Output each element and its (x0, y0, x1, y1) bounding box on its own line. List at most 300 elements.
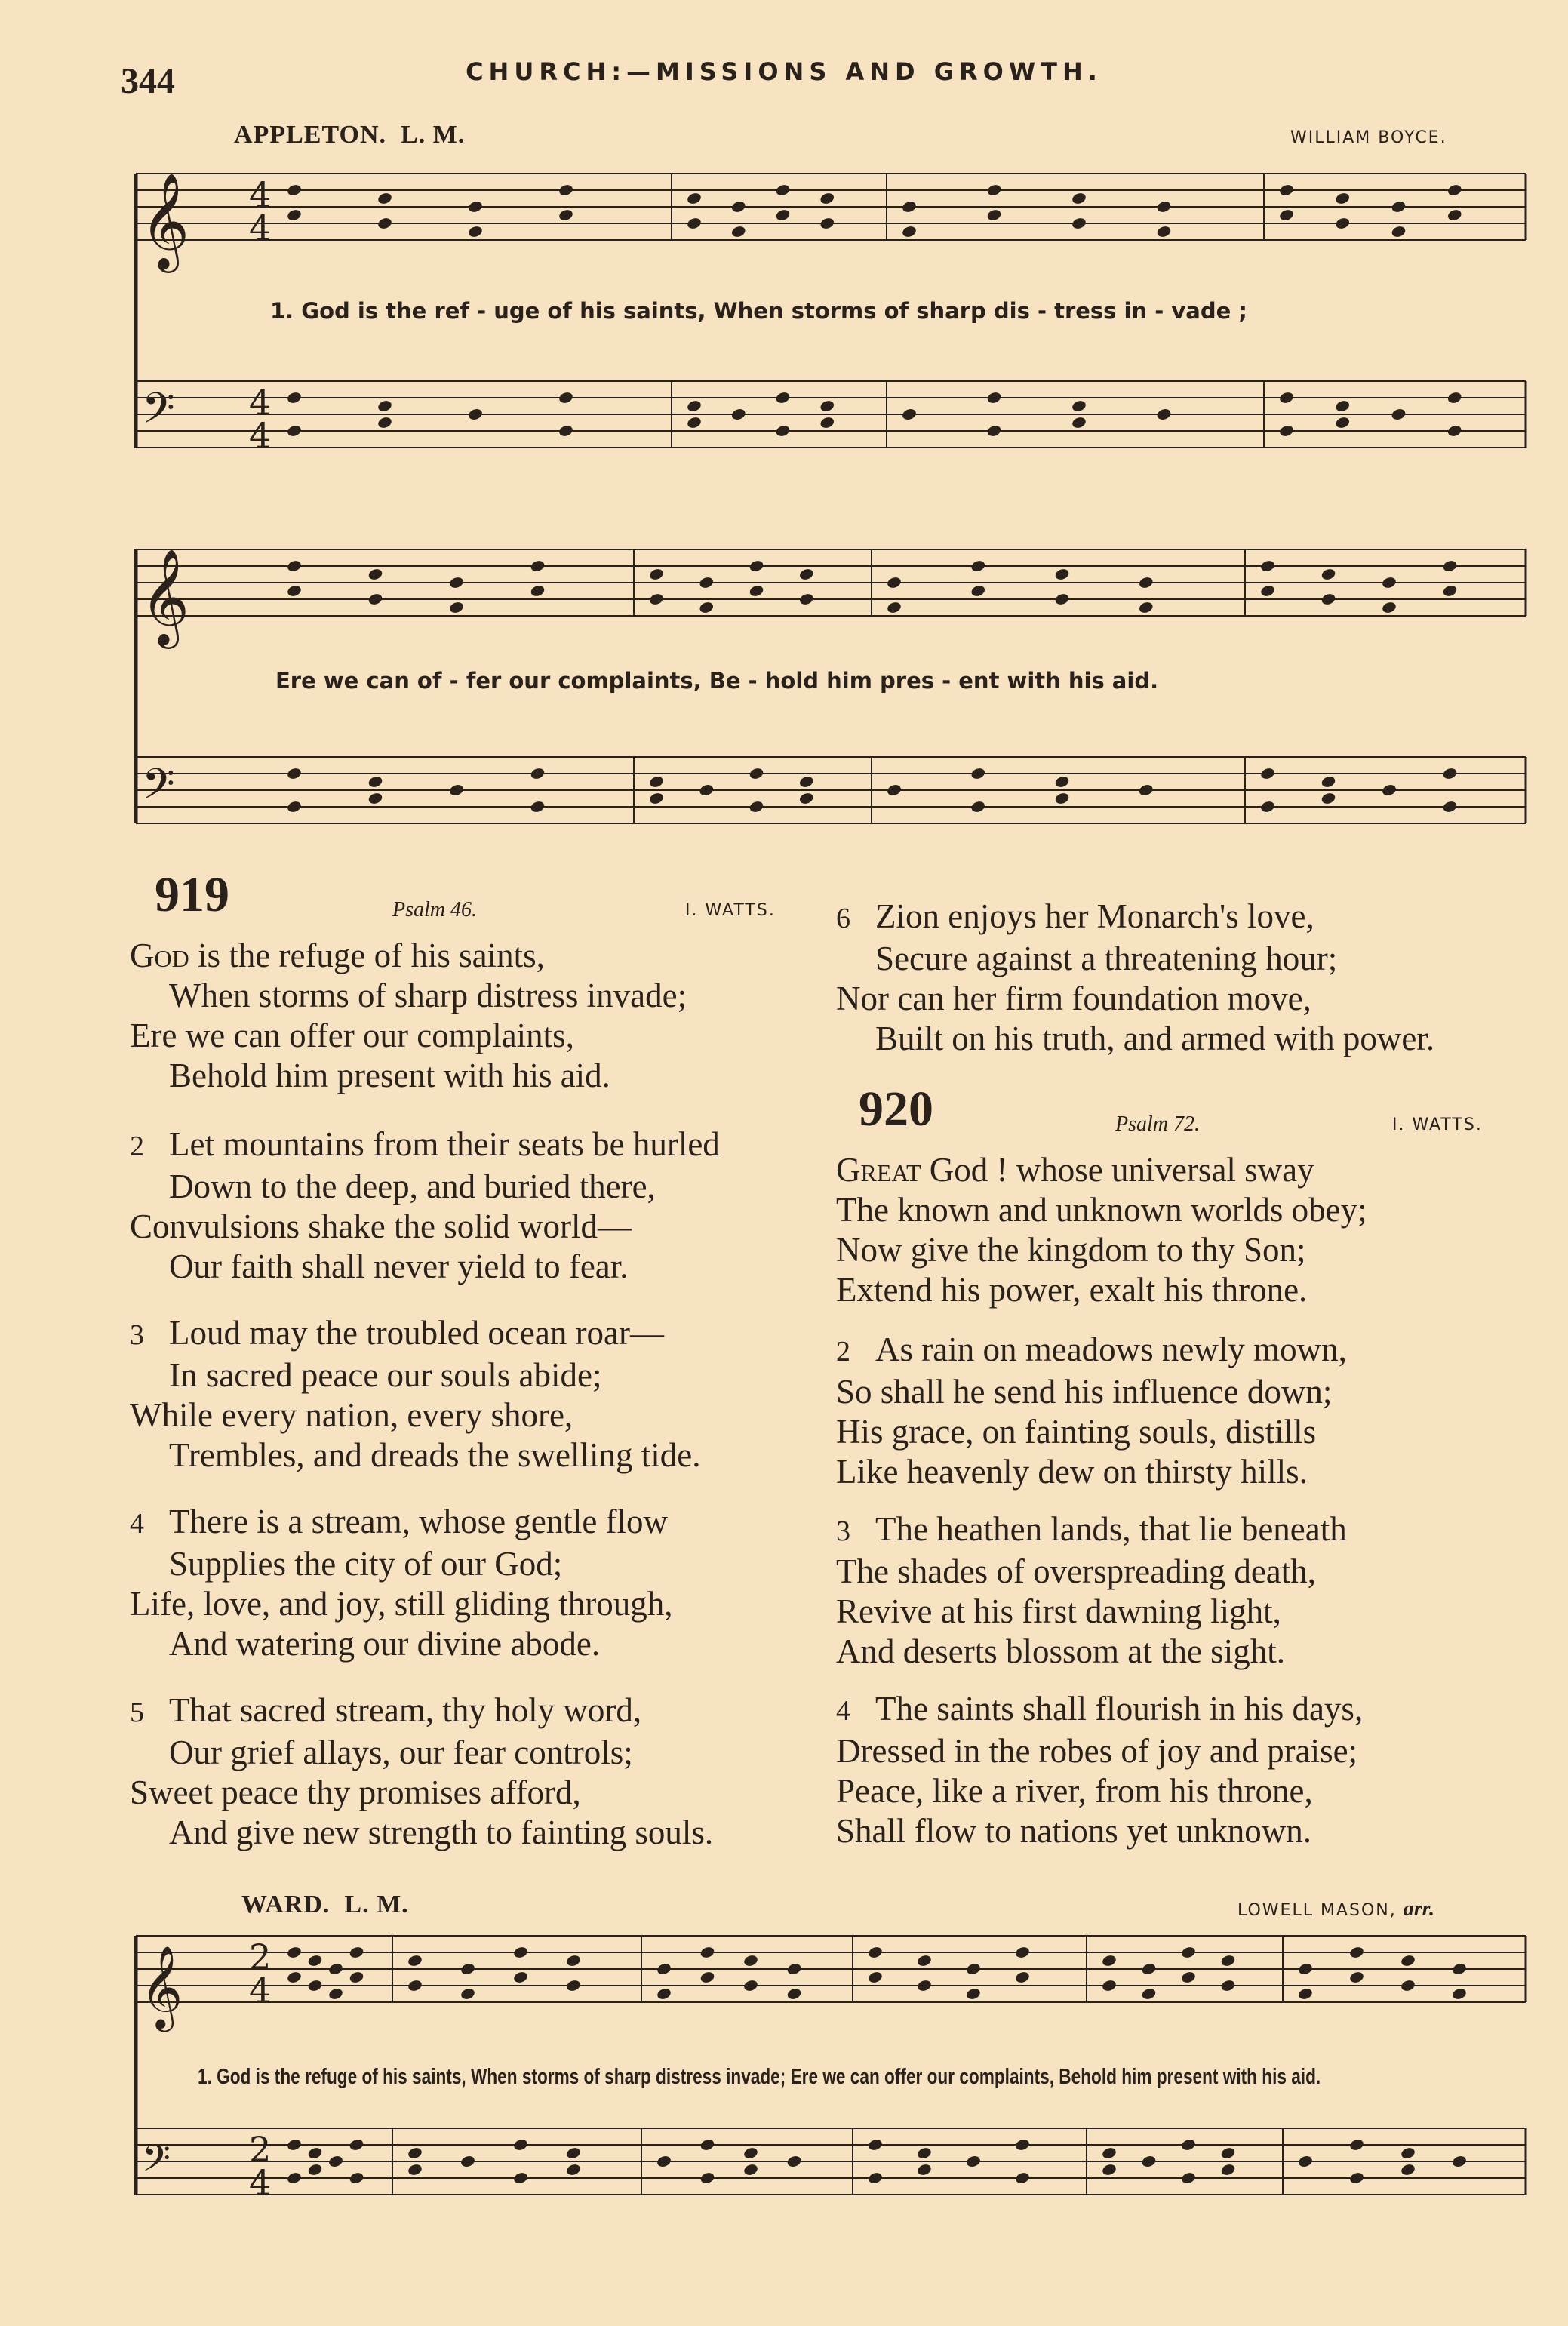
note-head (699, 783, 715, 797)
stanza-number: 2 (836, 1336, 850, 1368)
stanza-920-2 (836, 1330, 1347, 1492)
note-head (367, 775, 383, 789)
note-head (530, 559, 546, 573)
note-head (1180, 1971, 1196, 1984)
note-head (867, 1971, 883, 1984)
note-head (460, 1962, 475, 1976)
note-head (1054, 568, 1070, 581)
note-head (1400, 2163, 1416, 2177)
note-head (1400, 1979, 1416, 1992)
note-head (512, 2138, 528, 2152)
note-head (1381, 783, 1397, 797)
note-head (699, 1946, 715, 1959)
note-head (656, 2155, 672, 2168)
note-head (1054, 775, 1070, 789)
tune-lyrics-line: 1. God is the refuge of his saints, When storms of sharp distress invade; Ere we can offer our complaints, Behold him present with his aid. (198, 2065, 1321, 2089)
hymn-source: Psalm 72. (1115, 1112, 1200, 1136)
note-head (1180, 1946, 1196, 1959)
note-head (558, 424, 573, 438)
stanza-first-word: God (130, 937, 189, 974)
note-head (775, 208, 791, 222)
note-head (1014, 2171, 1030, 2185)
note-head (1451, 1987, 1467, 2001)
note-head (686, 192, 702, 205)
stanza-line: Loud may the troubled ocean roar— (169, 1314, 665, 1352)
note-head (798, 568, 814, 581)
note-head (916, 1954, 932, 1968)
note-head (686, 416, 702, 429)
note-head (749, 767, 764, 780)
note-head (648, 592, 664, 606)
stanza-920-4 (836, 1689, 1363, 1851)
note-head (1101, 2146, 1117, 2160)
note-head (1348, 2138, 1364, 2152)
note-head (1220, 1979, 1236, 1992)
stanza-number: 6 (836, 903, 850, 934)
note-head (349, 1946, 364, 1959)
note-head (530, 767, 546, 780)
note-head (367, 792, 383, 805)
note-head (656, 1987, 672, 2001)
note-head (1451, 1962, 1467, 1976)
note-head (1321, 568, 1336, 581)
stanza-line: The heathen lands, that lie beneath (875, 1510, 1347, 1548)
note-head (867, 2171, 883, 2185)
note-head (749, 800, 764, 814)
note-head (886, 601, 902, 614)
note-head (349, 1971, 364, 1984)
note-head (986, 208, 1002, 222)
note-head (349, 2138, 364, 2152)
stanza-line: Shall flow to nations yet unknown. (836, 1812, 1311, 1850)
note-head (1071, 217, 1087, 230)
music-symbol: 4 (249, 1970, 272, 2011)
stanza-line: Life, love, and joy, still gliding through, (130, 1585, 673, 1623)
note-head (699, 601, 715, 614)
stanza-line: Zion enjoys her Monarch's love, (875, 897, 1314, 935)
stanza-919-1 (130, 936, 687, 1096)
note-head (1156, 225, 1172, 238)
note-head (916, 1979, 932, 1992)
music-symbol: 2 (249, 1937, 272, 1977)
stanza-number: 4 (130, 1508, 144, 1540)
stanza-number: 3 (130, 1319, 144, 1351)
note-head (1138, 783, 1154, 797)
note-head (377, 192, 392, 205)
note-head (986, 391, 1002, 405)
note-head (1014, 2138, 1030, 2152)
note-head (1141, 1987, 1157, 2001)
note-head (1442, 584, 1458, 598)
note-head (407, 1954, 423, 1968)
note-head (1335, 399, 1351, 413)
note-head (786, 2155, 802, 2168)
note-head (1321, 792, 1336, 805)
note-head (1220, 2163, 1236, 2177)
note-head (1259, 559, 1275, 573)
note-head (1391, 200, 1407, 214)
stanza-line: Let mountains from their seats be hurled (169, 1125, 720, 1163)
note-head (1297, 2155, 1313, 2168)
note-head (286, 1946, 302, 1959)
note-head (1141, 1962, 1157, 1976)
stanza-line: Ere we can offer our complaints, (130, 1017, 574, 1054)
note-head (1054, 592, 1070, 606)
note-head (377, 416, 392, 429)
note-head (407, 2163, 423, 2177)
note-head (730, 200, 746, 214)
note-head (286, 391, 302, 405)
note-head (1054, 792, 1070, 805)
note-head (460, 2155, 475, 2168)
note-head (819, 416, 835, 429)
music-symbol: 4 (249, 415, 272, 456)
note-head (512, 2171, 528, 2185)
note-head (656, 1962, 672, 1976)
note-head (1259, 800, 1275, 814)
stanza-line: Secure against a threatening hour; (875, 940, 1338, 977)
tune-composer: WILLIAM BOYCE. (1290, 128, 1447, 147)
stanza-line: And deserts blossom at the sight. (836, 1632, 1285, 1670)
note-head (1442, 800, 1458, 814)
note-head (448, 783, 464, 797)
note-head (530, 584, 546, 598)
note-head (1141, 2155, 1157, 2168)
note-head (798, 592, 814, 606)
hymn-source: Psalm 46. (392, 898, 477, 921)
note-head (742, 1954, 758, 1968)
note-head (1400, 2146, 1416, 2160)
note-head (460, 1987, 475, 2001)
music-symbol: 𝄢 (142, 384, 175, 444)
stanza-line: There is a stream, whose gentle flow (169, 1503, 669, 1540)
note-head (819, 217, 835, 230)
note-head (749, 559, 764, 573)
composer-suffix: arr. (1403, 1897, 1434, 1921)
stanza-line: God ! whose universal sway (921, 1151, 1314, 1189)
stanza-line: While every nation, every shore, (130, 1396, 573, 1434)
note-head (786, 1987, 802, 2001)
stanza-919-3 (130, 1313, 700, 1475)
note-head (965, 2155, 981, 2168)
stanza-line: Sweet peace thy promises afford, (130, 1774, 581, 1811)
stanza-line: When storms of sharp distress invade; (169, 977, 687, 1014)
note-head (512, 1971, 528, 1984)
note-head (467, 225, 483, 238)
music-symbol: 𝄢 (142, 2137, 171, 2189)
note-head (286, 559, 302, 573)
note-head (448, 601, 464, 614)
note-head (1138, 601, 1154, 614)
note-head (286, 208, 302, 222)
note-head (1335, 192, 1351, 205)
hymn-author: I. WATTS. (1392, 1115, 1483, 1134)
note-head (467, 200, 483, 214)
note-head (775, 424, 791, 438)
stanza-line: That sacred stream, thy holy word, (169, 1691, 642, 1729)
hymn-number: 919 (155, 867, 229, 922)
note-head (1381, 601, 1397, 614)
stanza-line: Extend his power, exalt his throne. (836, 1271, 1308, 1309)
note-head (1156, 408, 1172, 421)
note-head (1278, 208, 1294, 222)
note-head (986, 183, 1002, 197)
note-head (786, 1962, 802, 1976)
note-head (286, 2138, 302, 2152)
stanza-number: 4 (836, 1695, 850, 1727)
note-head (1447, 391, 1462, 405)
tune-lyrics-line: 1. God is the ref - uge of his saints, When storms of sharp dis - tress in - vade ; (270, 298, 1247, 324)
music-symbol: 𝄞 (140, 1946, 183, 2029)
note-head (377, 217, 392, 230)
stanza-line: And give new strength to fainting souls. (169, 1814, 714, 1851)
note-head (512, 1946, 528, 1959)
hymn-number: 920 (859, 1081, 933, 1137)
note-head (1451, 2155, 1467, 2168)
stanza-line: Our grief allays, our fear controls; (169, 1734, 633, 1771)
note-head (699, 1971, 715, 1984)
stanza-919-5 (130, 1691, 713, 1853)
stanza-line: His grace, on fainting souls, distills (836, 1413, 1317, 1451)
note-head (1442, 559, 1458, 573)
music-symbol: 𝄞 (140, 548, 190, 645)
stanza-line: Now give the kingdom to thy Son; (836, 1231, 1306, 1269)
note-head (730, 408, 746, 421)
note-head (742, 1979, 758, 1992)
note-head (286, 767, 302, 780)
music-symbol: 4 (249, 2162, 272, 2203)
note-head (775, 391, 791, 405)
note-head (407, 2146, 423, 2160)
note-head (1321, 775, 1336, 789)
note-head (867, 2138, 883, 2152)
note-head (307, 2163, 323, 2177)
tune-title: APPLETON. (234, 121, 387, 149)
note-head (565, 1954, 581, 1968)
note-head (307, 2146, 323, 2160)
note-head (286, 800, 302, 814)
note-head (749, 584, 764, 598)
note-head (965, 1987, 981, 2001)
stanza-line: Convulsions shake the solid world— (130, 1208, 632, 1245)
note-head (648, 792, 664, 805)
stanza-920-3 (836, 1509, 1347, 1672)
note-head (1321, 592, 1336, 606)
tune-title: WARD. (241, 1891, 331, 1918)
note-head (565, 2146, 581, 2160)
note-head (286, 1971, 302, 1984)
note-head (1259, 584, 1275, 598)
note-head (1101, 1979, 1117, 1992)
stanza-number: 5 (130, 1697, 144, 1728)
stanza-line: The saints shall flourish in his days, (875, 1690, 1364, 1728)
note-head (1447, 424, 1462, 438)
note-head (1297, 1987, 1313, 2001)
note-head (307, 1954, 323, 1968)
note-head (530, 800, 546, 814)
stanza-line: Like heavenly dew on thirsty hills. (836, 1453, 1308, 1491)
note-head (648, 568, 664, 581)
note-head (1180, 2138, 1196, 2152)
music-symbol: 4 (249, 382, 272, 423)
note-head (970, 800, 986, 814)
note-head (1014, 1971, 1030, 1984)
note-head (742, 2163, 758, 2177)
note-head (377, 399, 392, 413)
note-head (648, 775, 664, 789)
music-symbol: 𝄞 (140, 172, 190, 269)
note-head (1101, 1954, 1117, 1968)
note-head (1348, 1946, 1364, 1959)
note-head (699, 2171, 715, 2185)
note-head (901, 200, 917, 214)
note-head (558, 391, 573, 405)
note-head (798, 775, 814, 789)
note-head (327, 1987, 343, 2001)
note-head (775, 183, 791, 197)
note-head (565, 2163, 581, 2177)
stanza-line: Dressed in the robes of joy and praise; (836, 1732, 1358, 1770)
note-head (970, 767, 986, 780)
note-head (1335, 416, 1351, 429)
stanza-line: Supplies the city of our God; (169, 1545, 563, 1583)
stanza-line: Built on his truth, and armed with power. (875, 1020, 1435, 1057)
stanza-line: Our faith shall never yield to fear. (169, 1248, 629, 1285)
note-head (1138, 576, 1154, 589)
note-head (367, 568, 383, 581)
note-head (448, 576, 464, 589)
note-head (699, 2138, 715, 2152)
note-head (1071, 399, 1087, 413)
note-head (1391, 408, 1407, 421)
note-head (286, 584, 302, 598)
note-head (407, 1979, 423, 1992)
note-head (1014, 1946, 1030, 1959)
stanza-number: 3 (836, 1515, 850, 1547)
note-head (1156, 200, 1172, 214)
note-head (1447, 183, 1462, 197)
note-head (349, 2171, 364, 2185)
note-head (1180, 2171, 1196, 2185)
note-head (686, 399, 702, 413)
stanza-line: The known and unknown worlds obey; (836, 1191, 1367, 1229)
note-head (965, 1962, 981, 1976)
composer-name: LOWELL MASON, (1237, 1901, 1397, 1920)
note-head (1447, 208, 1462, 222)
note-head (565, 1979, 581, 1992)
note-head (1259, 767, 1275, 780)
stanza-line: And watering our divine abode. (169, 1625, 601, 1663)
stanza-line: As rain on meadows newly mown, (875, 1331, 1347, 1368)
running-head: CHURCH:—MISSIONS AND GROWTH. (466, 57, 1102, 86)
stanza-line: Behold him present with his aid. (169, 1057, 610, 1094)
note-head (286, 424, 302, 438)
stanza-first-word: Great (836, 1151, 921, 1189)
note-head (558, 183, 573, 197)
note-head (367, 592, 383, 606)
note-head (886, 783, 902, 797)
stanza-line: The shades of overspreading death, (836, 1552, 1317, 1590)
note-head (798, 792, 814, 805)
stanza-number: 2 (130, 1131, 144, 1162)
note-head (286, 183, 302, 197)
stanza-line: Trembles, and dreads the swelling tide. (169, 1436, 701, 1474)
music-symbol: 4 (249, 208, 272, 248)
stanza-919-6 (836, 897, 1434, 1059)
note-head (886, 576, 902, 589)
tune-meter: L. M. (344, 1891, 409, 1918)
stanza-line: Peace, like a river, from his throne, (836, 1772, 1313, 1810)
note-head (970, 584, 986, 598)
note-head (1071, 416, 1087, 429)
tune-lyrics-line: Ere we can of - fer our complaints, Be - hold him pres - ent with his aid. (275, 668, 1159, 694)
stanza-line: Nor can her firm foundation move, (836, 980, 1311, 1017)
note-head (1297, 1962, 1313, 1976)
note-head (327, 2155, 343, 2168)
note-head (1400, 1954, 1416, 1968)
stanza-line: So shall he send his influence down; (836, 1373, 1333, 1411)
note-head (1348, 1971, 1364, 1984)
note-head (1381, 576, 1397, 589)
note-head (699, 576, 715, 589)
music-symbol: 𝄢 (142, 760, 175, 820)
note-head (467, 408, 483, 421)
note-head (1278, 183, 1294, 197)
note-head (327, 1962, 343, 1976)
note-head (1442, 767, 1458, 780)
note-head (1220, 1954, 1236, 1968)
note-head (916, 2163, 932, 2177)
note-head (916, 2146, 932, 2160)
note-head (1335, 217, 1351, 230)
note-head (286, 2171, 302, 2185)
note-head (686, 217, 702, 230)
music-symbol: 2 (249, 2129, 272, 2170)
note-head (1071, 192, 1087, 205)
note-head (1278, 391, 1294, 405)
stanza-line: is the refuge of his saints, (189, 937, 545, 974)
stanza-920-1 (836, 1150, 1367, 1310)
note-head (307, 1979, 323, 1992)
note-head (986, 424, 1002, 438)
note-head (558, 208, 573, 222)
note-head (901, 225, 917, 238)
note-head (901, 408, 917, 421)
note-head (970, 559, 986, 573)
stanza-919-2 (130, 1125, 720, 1287)
tune-composer (1237, 1897, 1434, 1921)
stanza-line: Down to the deep, and buried there, (169, 1168, 656, 1205)
stanza-line: In sacred peace our souls abide; (169, 1356, 602, 1394)
note-head (1220, 2146, 1236, 2160)
note-head (1348, 2171, 1364, 2185)
note-head (1278, 424, 1294, 438)
hymn-author: I. WATTS. (685, 901, 776, 920)
note-head (819, 192, 835, 205)
note-head (819, 399, 835, 413)
note-head (730, 225, 746, 238)
note-head (867, 1946, 883, 1959)
tune-name-ward (241, 1891, 409, 1919)
page-number: 344 (121, 61, 175, 101)
note-head (742, 2146, 758, 2160)
tune-meter: L. M. (401, 121, 466, 149)
note-head (1391, 225, 1407, 238)
music-symbol: 4 (249, 174, 272, 215)
note-head (1101, 2163, 1117, 2177)
stanza-line: Revive at his first dawning light, (836, 1592, 1281, 1630)
stanza-919-4 (130, 1502, 673, 1664)
